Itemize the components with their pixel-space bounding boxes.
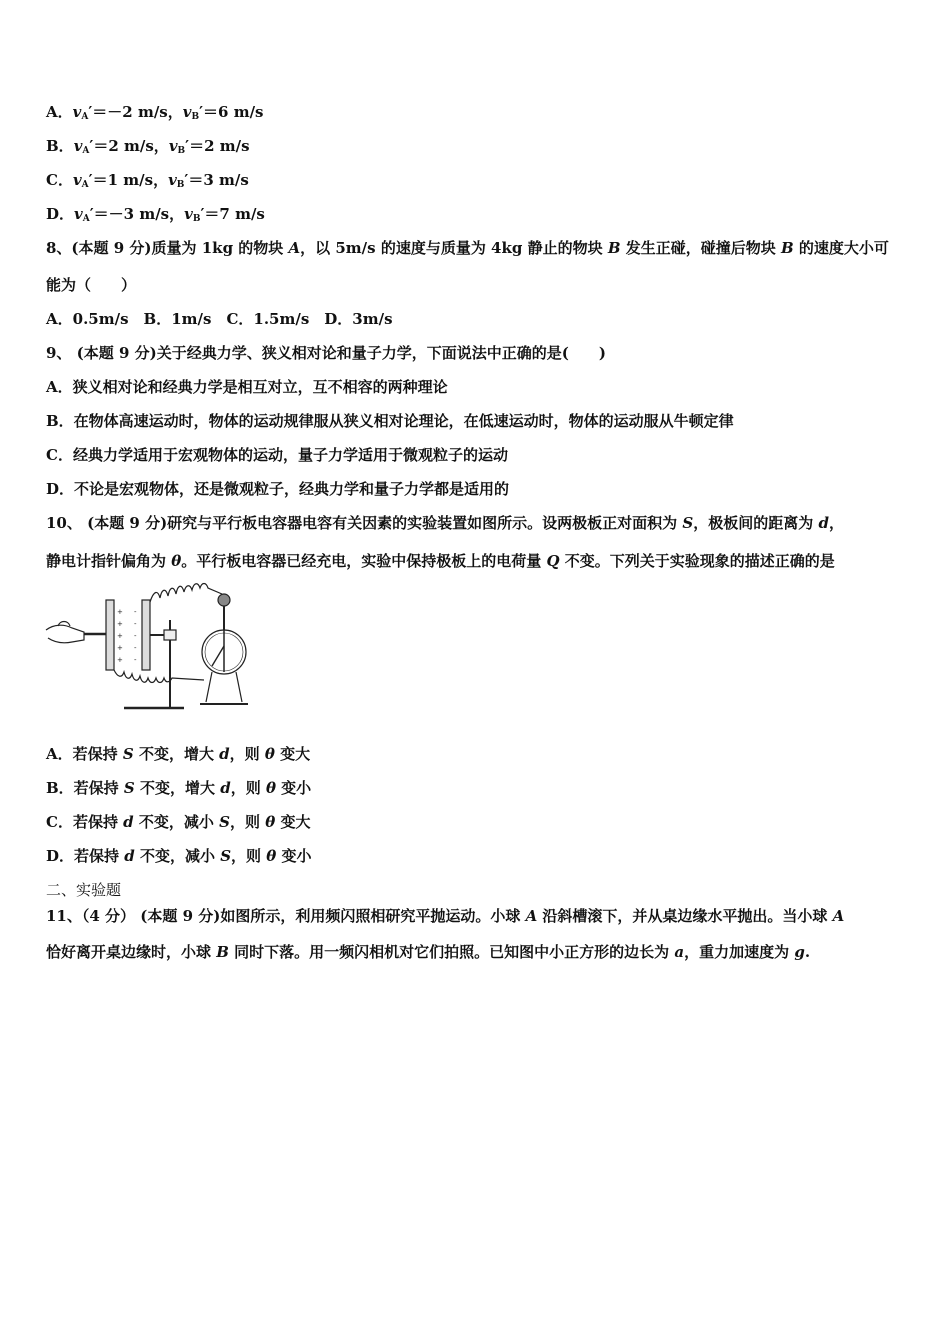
q7-option-d: D．$v_A'=-3$ m/s，$v_B'=7$ m/s <box>46 205 265 224</box>
svg-text:+: + <box>117 656 123 664</box>
svg-text:+: + <box>117 608 123 616</box>
svg-text:-: - <box>134 656 137 664</box>
q10-option-d: D．若保持 d 不变，减小 S，则 θ 变小 <box>46 847 312 865</box>
q10-stem: 10、 (本题 9 分)研究与平行板电容器电容有关因素的实验装置如图所示。设两极板正对面积为 S，极板间的距离为 d， <box>46 514 844 532</box>
electroscope-knob <box>218 594 230 606</box>
svg-text:+: + <box>117 620 123 628</box>
q8-options: A．0.5m/s B．1m/s C．1.5m/s D．3m/s <box>46 310 393 328</box>
q10-option-a: A．若保持 S 不变，增大 d，则 θ 变大 <box>46 745 311 763</box>
q9-option-c: C．经典力学适用于宏观物体的运动，量子力学适用于微观粒子的运动 <box>46 446 508 464</box>
q10-stem-line2: 静电计指针偏角为 θ。平行板电容器已经充电，实验中保持极板上的电荷量 Q 不变。下列关于实验现象的描述正确的是 <box>46 552 835 570</box>
q9-option-d: D．不论是宏观物体，还是微观粒子，经典力学和量子力学都是适用的 <box>46 480 510 498</box>
section-title: 二、实验题 <box>46 881 122 899</box>
q9-stem: 9、 (本题 9 分)关于经典力学、狭义相对论和量子力学，下面说法中正确的是( ) <box>46 344 606 362</box>
q8-stem-line2: 能为（ ） <box>46 276 137 294</box>
q10-option-c: C．若保持 d 不变，减小 S，则 θ 变大 <box>46 813 311 831</box>
svg-text:-: - <box>134 632 137 640</box>
left-plate <box>106 600 114 670</box>
q9-option-b: B．在物体高速运动时，物体的运动规律服从狭义相对论理论，在低速运动时，物体的运动服从牛顿定律 <box>46 412 734 430</box>
hand-drawing <box>46 625 84 643</box>
svg-text:-: - <box>134 644 137 652</box>
svg-text:+: + <box>117 632 123 640</box>
q11-stem-line2: 恰好离开桌边缘时，小球 B 同时下落。用一频闪相机对它们拍照。已知图中小正方形的边长为 a，重力加速度为 g. <box>46 943 811 961</box>
q7-option-b: B．$v_A'=2$ m/s，$v_B'=2$ m/s <box>46 137 250 156</box>
q8-stem: 8、(本题 9 分)质量为 1kg 的物块 A，以 5m/s 的速度与质量为 4kg 静止的物块 B 发生正碰，碰撞后物块 B 的速度大小可 <box>46 239 889 257</box>
capacitor-apparatus-figure <box>44 580 254 718</box>
svg-text:-: - <box>134 620 137 628</box>
q7-option-a: A．$v_A'=-2$ m/s，$v_B'=6$ m/s <box>46 103 264 122</box>
q10-option-b: B．若保持 S 不变，增大 d，则 θ 变小 <box>46 779 312 797</box>
svg-text:-: - <box>134 608 137 616</box>
electroscope-needle <box>212 646 224 666</box>
svg-text:+: + <box>117 644 123 652</box>
right-plate <box>142 600 150 670</box>
q7-option-c: C．$v_A'=1$ m/s，$v_B'=3$ m/s <box>46 171 249 190</box>
q9-option-a: A．狭义相对论和经典力学是相互对立，互不相容的两种理论 <box>46 378 448 396</box>
coil-wire-top <box>150 584 222 603</box>
coil-wire-bottom <box>114 670 204 683</box>
q11-stem: 11、（4 分） (本题 9 分)如图所示，利用频闪照相研究平抛运动。小球 A 沿斜槽滚下，并从桌边缘水平抛出。当小球 A <box>46 907 845 925</box>
